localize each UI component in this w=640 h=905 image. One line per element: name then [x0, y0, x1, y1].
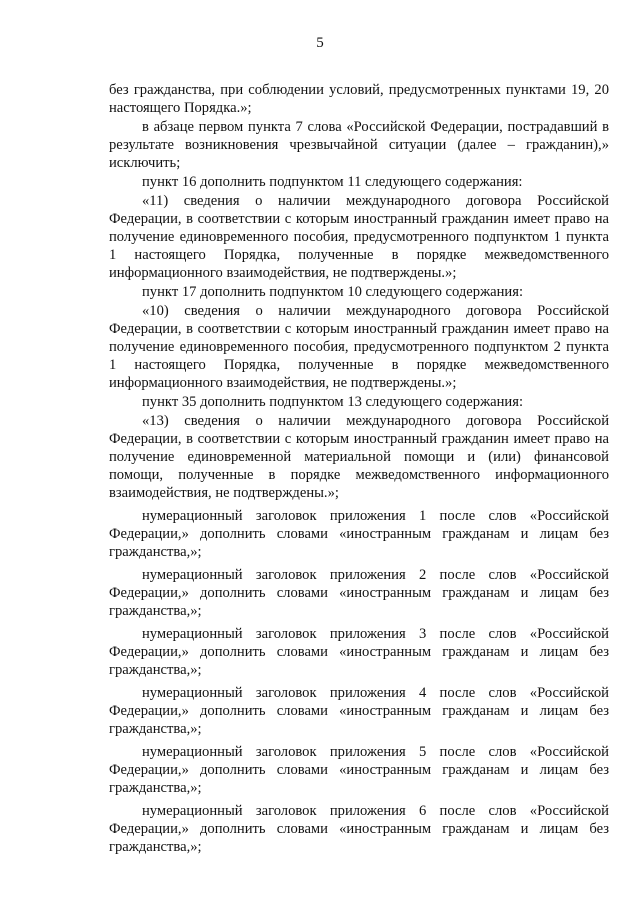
paragraph: «13) сведения о наличии международного договора Российской Федерации, в соответствии с которым иностранный гражданин имеет право на получение единовременной материальной помощи и (или) финансовой помощи, полученные в порядке межведомственного информационного взаимодействия, не подтверждены.»; — [109, 413, 609, 501]
paragraph: пункт 35 дополнить подпунктом 13 следующего содержания: — [142, 394, 524, 410]
paragraph: нумерационный заголовок приложения 2 после слов «Российской Федерации,» дополнить словами «иностранным гражданам и лицам без гражданства,»; — [109, 567, 609, 619]
page-number: 5 — [316, 35, 324, 51]
paragraph: нумерационный заголовок приложения 6 после слов «Российской Федерации,» дополнить словами «иностранным гражданам и лицам без гражданства,»; — [109, 803, 609, 855]
paragraph: «11) сведения о наличии международного договора Российской Федерации, в соответствии с которым иностранный гражданин имеет право на получение единовременного пособия, предусмотренного подпунктом 1 пункта 1 настоящего Порядка, полученные в порядке межведомственного информационного взаимодействия, не подтверждены.»; — [109, 193, 609, 281]
paragraph: нумерационный заголовок приложения 1 после слов «Российской Федерации,» дополнить словами «иностранным гражданам и лицам без гражданства,»; — [109, 508, 609, 560]
document-body — [109, 81, 609, 856]
paragraph: нумерационный заголовок приложения 3 после слов «Российской Федерации,» дополнить словами «иностранным гражданам и лицам без гражданства,»; — [109, 626, 609, 678]
paragraph: пункт 16 дополнить подпунктом 11 следующего содержания: — [142, 174, 523, 190]
paragraph: без гражданства, при соблюдении условий, предусмотренных пунктами 19, 20 настоящего Порядка.»; — [109, 82, 609, 116]
paragraph: пункт 17 дополнить подпунктом 10 следующего содержания: — [142, 284, 524, 300]
paragraph: в абзаце первом пункта 7 слова «Российской Федерации, пострадавший в результате возникновения чрезвычайной ситуации (далее – гражданин),» исключить; — [109, 119, 609, 171]
paragraph: нумерационный заголовок приложения 4 после слов «Российской Федерации,» дополнить словами «иностранным гражданам и лицам без гражданства,»; — [109, 685, 609, 737]
paragraph: нумерационный заголовок приложения 5 после слов «Российской Федерации,» дополнить словами «иностранным гражданам и лицам без гражданства,»; — [109, 744, 609, 796]
paragraph: «10) сведения о наличии международного договора Российской Федерации, в соответствии с которым иностранный гражданин имеет право на получение единовременного пособия, предусмотренного подпунктом 2 пункта 1 настоящего Порядка, полученные в порядке межведомственного информационного взаимодействия, не подтверждены.»; — [109, 303, 609, 391]
